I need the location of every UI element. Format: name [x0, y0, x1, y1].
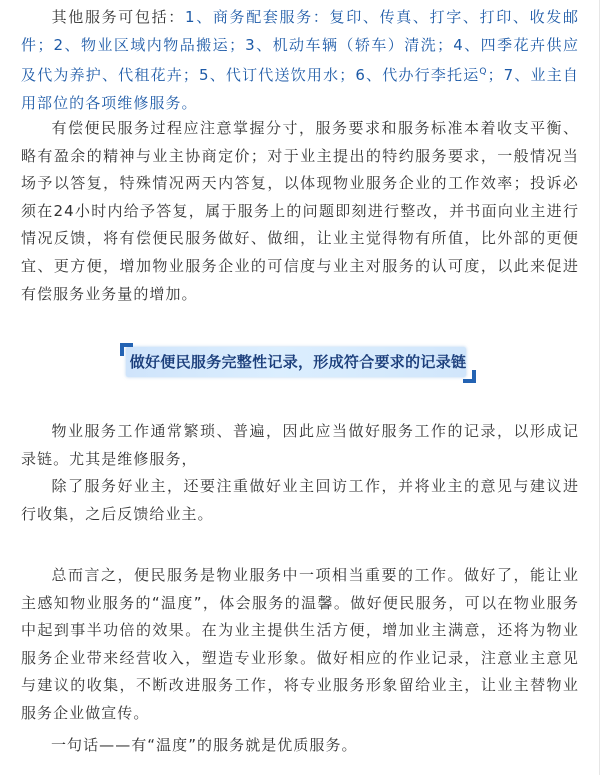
paragraph-follow-up — [21, 473, 579, 528]
other-services-list: 1、商务配套服务：复印、传真、打字、打印、收发邮件；2、物业区域内物品搬运；3、机动车辆（轿车）清洗；4、四季花卉供应及代为养护、代租花卉；5、代订代送饮用水；6、代办行李托运 — [21, 8, 579, 85]
paragraph-record-chain-text: 物业服务工作通常繁琐、普遍，因此应当做好服务工作的记录，以形成记录链。尤其是维修服务， — [21, 422, 579, 468]
paragraph-conclusion — [21, 732, 579, 760]
paragraph-record-chain — [21, 418, 579, 473]
paragraph-conclusion-text: 一句话——有“温度”的服务就是优质服务。 — [51, 736, 358, 754]
paragraph-summary — [21, 562, 579, 728]
paragraph-other-services — [21, 4, 579, 117]
other-services-list-tail: ；7、业主自用部位的各项维修服务。 — [21, 66, 579, 112]
paragraph-paid-services-text: 有偿便民服务过程应注意掌握分寸，服务要求和服务标准本着收支平衡、略有盈余的精神与业主协商定价；对于业主提出的特约服务要求，一般情况当场予以答复，特殊情况两天内答复，以体现物业服务企业的工作效率；投诉必须在24小时内给予答复，属于服务上的问题即刻进行整改，并书面向业主进行情况反馈，将有偿便民服务做好、做细，让业主觉得物有所值，比外部的更便宜、更方便，增加物业服务企业的可信度与业主对服务的认可度，以此来促进有偿服务业务量的增加。 — [21, 119, 579, 303]
paragraph-summary-text: 总而言之，便民服务是物业服务中一项相当重要的工作。做好了，能让业主感知物业服务的“温度”，体会服务的温馨。做好便民服务，可以在物业服务中起到事半功倍的效果。在为业主提供生活方便，增加业主满意，还将为物业服务企业带来经营收入，塑造专业形象。做好相应的作业记录，注意业主意见与建议的收集，不断改进服务工作，将专业服务形象留给业主，让业主替物业服务企业做宣传。 — [21, 566, 579, 722]
paragraph-paid-services — [21, 115, 579, 308]
footnote-mark: Q — [479, 67, 488, 78]
other-services-lead: 其他服务可包括： — [51, 8, 185, 26]
section-heading-banner — [120, 343, 476, 383]
paragraph-follow-up-text: 除了服务好业主，还要注重做好业主回访工作，并将业主的意见与建议进行收集，之后反馈给业主。 — [21, 477, 579, 523]
section-heading: 做好便民服务完整性记录，形成符合要求的记录链 — [129, 353, 467, 371]
